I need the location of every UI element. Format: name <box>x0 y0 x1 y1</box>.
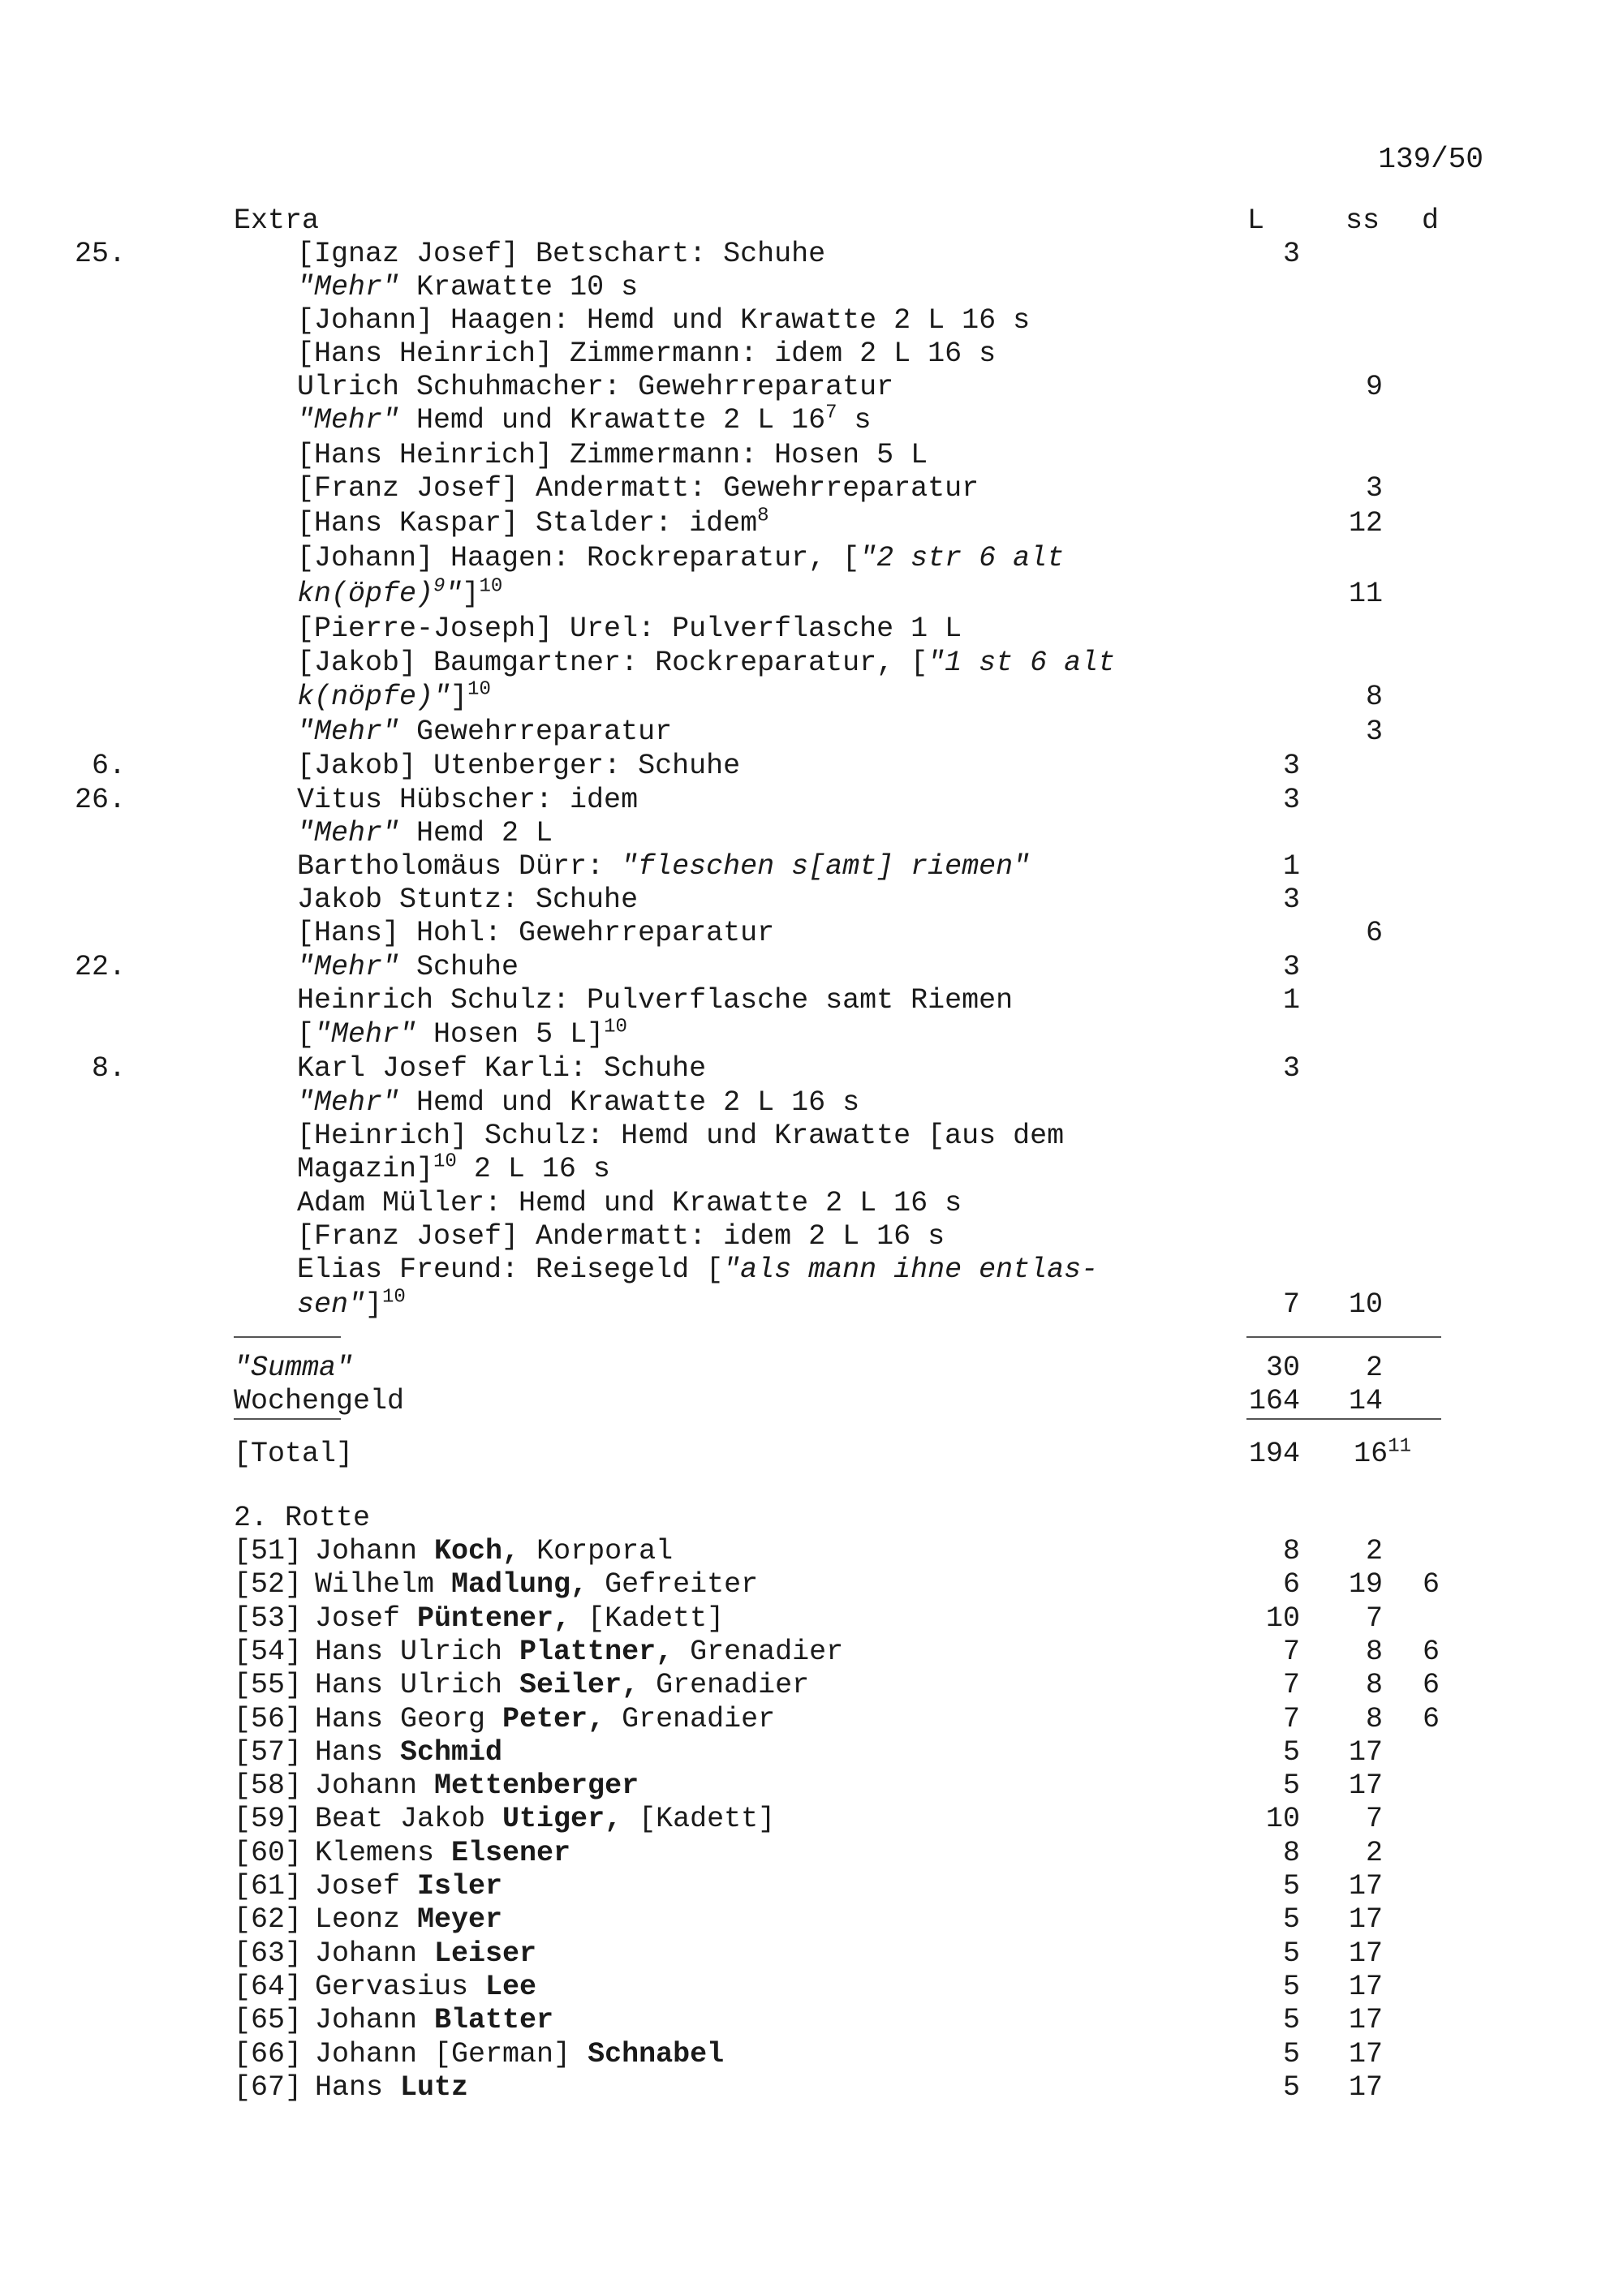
amount-L: 7 <box>1282 1702 1300 1735</box>
extra-entry <box>0 647 1623 680</box>
divider <box>234 1336 341 1338</box>
extra-entry <box>0 1253 1623 1287</box>
member-name <box>315 1803 775 1836</box>
extra-entry <box>0 750 1623 783</box>
entry-text-part: Heinrich Schulz: Pulverflasche samt Riemen <box>297 984 1014 1017</box>
member-surname: Madlung, <box>451 1568 588 1602</box>
member-first-name: Johann <box>315 2004 435 2037</box>
member-name <box>315 1769 639 1803</box>
entry-text-part: Hemd und Krawatte 2 L 16 s <box>399 1086 860 1119</box>
entry-text <box>297 784 638 817</box>
entry-quote: "als mann ihne entlas- <box>723 1253 1099 1286</box>
member-first-name: Hans Ulrich <box>315 1635 520 1668</box>
footnote-ref: 8 <box>757 505 769 527</box>
member-number: [59] <box>234 1803 303 1836</box>
extra-heading: Extra <box>234 204 320 237</box>
amount-L: 5 <box>1282 2037 1300 2070</box>
member-first-name: Josef <box>315 1602 418 1635</box>
entry-quote: "Mehr" <box>297 716 400 748</box>
member-first-name: Josef <box>315 1870 418 1903</box>
member-first-name: Johann <box>315 1535 435 1567</box>
amount-d: 6 <box>1422 1635 1440 1668</box>
extra-entry <box>0 507 1623 540</box>
amount-ss: 17 <box>1348 2037 1383 2070</box>
amount-L: 5 <box>1282 2004 1300 2037</box>
member-first-name: Johann <box>315 1937 435 1970</box>
amount-ss: 17 <box>1348 1735 1383 1769</box>
entry-text-part: ] <box>365 1288 383 1321</box>
extra-entry <box>0 271 1623 304</box>
extra-entry <box>0 472 1623 505</box>
entry-text-part: Hemd und Krawatte 2 L 16 <box>399 404 826 436</box>
entry-text <box>297 817 553 850</box>
entry-quote: " <box>445 578 463 610</box>
amount-d: 6 <box>1422 1702 1440 1735</box>
entry-text-part: [Hans Heinrich] Zimmermann: Hosen 5 L <box>297 439 928 471</box>
entry-text <box>297 575 503 611</box>
divider <box>234 1418 341 1420</box>
footnote-ref: 10 <box>382 1286 406 1309</box>
member-name <box>315 1636 843 1669</box>
entry-text <box>297 371 893 404</box>
member-name <box>315 1535 673 1568</box>
table-row <box>0 1669 1623 1702</box>
member-name <box>315 1903 502 1937</box>
entry-text <box>297 304 1030 338</box>
amount-ss: 2 <box>1365 1535 1383 1567</box>
member-first-name: Hans <box>315 1735 401 1769</box>
entry-quote: "2 str 6 alt <box>859 542 1065 574</box>
entry-text-part: [Johann] Haagen: Rockreparatur, [ <box>297 542 860 574</box>
extra-entry <box>0 984 1623 1017</box>
wochengeld-L: 164 <box>1248 1385 1300 1417</box>
total-ss: $16^{11}$ <box>1354 1435 1411 1470</box>
amount-ss: 8 <box>1365 1702 1383 1735</box>
entry-day: 8. <box>91 1052 126 1085</box>
member-number: [56] <box>234 1702 303 1735</box>
amount-L: 3 <box>1282 750 1300 782</box>
entry-text <box>297 507 769 540</box>
extra-entry <box>0 1288 1623 1322</box>
amount-ss: 6 <box>1365 917 1383 949</box>
table-row <box>0 1636 1623 1669</box>
rotte-heading: 2. Rotte <box>234 1502 371 1534</box>
entry-text-part: Karl Josef Karli: Schuhe <box>297 1052 707 1085</box>
member-surname: Leiser <box>434 1937 537 1970</box>
member-number: [65] <box>234 2004 303 2037</box>
amount-ss: 17 <box>1348 1970 1383 2003</box>
amount-L: 8 <box>1282 1535 1300 1567</box>
entry-text <box>297 472 979 505</box>
member-name <box>315 2004 553 2037</box>
member-first-name: Beat Jakob <box>315 1803 503 1836</box>
member-name <box>315 2071 468 2105</box>
member-number: [51] <box>234 1535 303 1567</box>
extra-entry <box>0 542 1623 575</box>
member-number: [66] <box>234 2037 303 2070</box>
extra-entry <box>0 613 1623 646</box>
table-row <box>0 1837 1623 1870</box>
entry-text-part: Gewehrreparatur <box>399 716 673 748</box>
entry-text-part: [Jakob] Baumgartner: Rockreparatur, [ <box>297 647 928 679</box>
entry-text <box>297 750 740 783</box>
rotte-title <box>0 1502 1623 1535</box>
footnote-ref: 9 <box>433 575 446 598</box>
member-role: Grenadier <box>639 1669 810 1702</box>
entry-text-part: Hemd 2 L <box>399 817 553 849</box>
extra-entry <box>0 951 1623 984</box>
entry-text-part: [ <box>297 1018 315 1051</box>
table-row <box>0 1903 1623 1937</box>
extra-entry <box>0 1052 1623 1086</box>
amount-ss: 19 <box>1348 1568 1383 1602</box>
entry-text <box>297 984 1013 1017</box>
member-number: [61] <box>234 1870 303 1903</box>
entry-text-part: Elias Freund: Reisegeld [ <box>297 1253 724 1286</box>
entry-day: 22. <box>74 951 126 983</box>
entry-text-part: [Ignaz Josef] Betschart: Schuhe <box>297 238 826 270</box>
entry-quote: k(nöpfe)" <box>297 681 451 713</box>
amount-ss: 2 <box>1365 1836 1383 1869</box>
amount-L: 3 <box>1282 784 1300 816</box>
extra-entry <box>0 1220 1623 1253</box>
summa-row <box>0 1352 1623 1385</box>
amount-L: 5 <box>1282 1903 1300 1937</box>
entry-text <box>297 271 638 304</box>
page-number: 139/50 <box>1378 143 1483 176</box>
member-name <box>315 1937 536 1971</box>
extra-entry <box>0 917 1623 950</box>
member-surname: Koch, <box>434 1535 520 1567</box>
amount-ss: 12 <box>1348 507 1383 540</box>
extra-entry <box>0 304 1623 338</box>
amount-ss: 3 <box>1365 472 1383 505</box>
footnote-ref: 10 <box>433 1150 457 1173</box>
entry-text-part: Vitus Hübscher: idem <box>297 784 639 816</box>
entry-text <box>297 647 1115 680</box>
amount-ss: 17 <box>1348 1870 1383 1903</box>
member-first-name: Hans Georg <box>315 1702 503 1735</box>
summa-ss: 2 <box>1365 1352 1383 1384</box>
entry-text <box>297 1220 945 1253</box>
col-header-d: d <box>1422 204 1440 237</box>
extra-entry <box>0 884 1623 917</box>
extra-entry <box>0 404 1623 437</box>
entry-text <box>297 613 962 646</box>
divider <box>1246 1418 1441 1420</box>
member-first-name: Hans Ulrich <box>315 1669 520 1702</box>
member-name <box>315 1971 536 2004</box>
member-number: [53] <box>234 1602 303 1635</box>
footnote-ref: 10 <box>479 575 503 598</box>
entry-day: 26. <box>74 784 126 816</box>
amount-ss: 17 <box>1348 2004 1383 2037</box>
amount-ss: 7 <box>1365 1803 1383 1836</box>
amount-L: 7 <box>1282 1635 1300 1668</box>
wochengeld-ss: 14 <box>1348 1385 1383 1417</box>
amount-L: 5 <box>1282 1735 1300 1769</box>
member-surname: Mettenberger <box>434 1769 639 1803</box>
member-surname: Lutz <box>400 2070 469 2104</box>
extra-entry <box>0 1120 1623 1153</box>
col-header-L: L <box>1247 204 1265 237</box>
amount-L: 8 <box>1282 1836 1300 1869</box>
entry-quote: "Mehr" <box>297 951 400 983</box>
extra-entry <box>0 338 1623 371</box>
member-surname: Püntener, <box>417 1602 571 1635</box>
member-first-name: Johann <box>315 1769 435 1803</box>
amount-ss: 17 <box>1348 2070 1383 2104</box>
entry-text <box>297 439 928 472</box>
member-name <box>315 1736 502 1769</box>
entry-quote: "Mehr" <box>314 1018 417 1051</box>
entry-quote: "Mehr" <box>297 817 400 849</box>
amount-L: 3 <box>1282 951 1300 983</box>
amount-L: 1 <box>1282 850 1300 883</box>
table-row <box>0 1568 1623 1602</box>
extra-entry <box>0 1187 1623 1220</box>
member-surname: Seiler, <box>519 1669 639 1702</box>
amount-d: 6 <box>1422 1568 1440 1602</box>
amount-L: 5 <box>1282 1769 1300 1803</box>
member-surname: Utiger, <box>502 1803 622 1836</box>
entry-text-part: Jakob Stuntz: Schuhe <box>297 884 639 916</box>
table-row <box>0 1937 1623 1971</box>
member-number: [64] <box>234 1970 303 2003</box>
member-number: [54] <box>234 1635 303 1668</box>
amount-ss: 11 <box>1348 578 1383 610</box>
entry-quote: "1 st 6 alt <box>928 647 1116 679</box>
amount-L: 1 <box>1282 984 1300 1017</box>
extra-entry <box>0 850 1623 884</box>
amount-d: 6 <box>1422 1669 1440 1702</box>
member-surname: Plattner, <box>519 1635 674 1668</box>
entry-text-part: [Heinrich] Schulz: Hemd und Krawatte [aus dem <box>297 1120 1065 1152</box>
entry-text <box>297 850 1030 884</box>
amount-L: 3 <box>1282 238 1300 270</box>
entry-quote: "Mehr" <box>297 404 400 436</box>
member-role: Korporal <box>519 1535 674 1567</box>
member-first-name: Hans <box>315 2070 401 2104</box>
entry-text-part: [Hans Kaspar] Stalder: idem <box>297 507 758 540</box>
member-number: [67] <box>234 2070 303 2104</box>
amount-ss: 8 <box>1365 681 1383 713</box>
entry-text <box>297 1150 610 1186</box>
member-role: Grenadier <box>605 1702 776 1735</box>
member-name <box>315 1703 775 1736</box>
amount-ss: 17 <box>1348 1937 1383 1970</box>
table-row <box>0 2004 1623 2037</box>
total-L: 194 <box>1248 1438 1300 1470</box>
table-row <box>0 1769 1623 1803</box>
member-role: [Kadett] <box>570 1602 725 1635</box>
table-row <box>0 1535 1623 1568</box>
entry-text <box>297 1187 962 1220</box>
extra-entry <box>0 1018 1623 1051</box>
entry-text <box>297 884 638 917</box>
entry-text-part: [Franz Josef] Andermatt: Gewehrreparatur <box>297 472 979 505</box>
member-name <box>315 1669 809 1702</box>
entry-text <box>297 1052 706 1086</box>
entry-text-part: Adam Müller: Hemd und Krawatte 2 L 16 s <box>297 1187 962 1219</box>
entry-text <box>297 1253 1098 1287</box>
table-row <box>0 1602 1623 1636</box>
table-header <box>0 204 1623 238</box>
extra-entry <box>0 439 1623 472</box>
entry-text-part: [Jakob] Utenberger: Schuhe <box>297 750 741 782</box>
member-surname: Elsener <box>451 1836 571 1869</box>
member-number: [55] <box>234 1669 303 1702</box>
extra-entry <box>0 716 1623 749</box>
member-surname: Schmid <box>400 1735 503 1769</box>
footnote-ref: 10 <box>604 1016 627 1038</box>
member-surname: Blatter <box>434 2004 554 2037</box>
entry-text <box>297 542 1064 575</box>
entry-text-part: [Hans Heinrich] Zimmermann: idem 2 L 16 s <box>297 338 997 370</box>
entry-text-part: 2 L 16 s <box>456 1153 610 1185</box>
wochengeld-label: Wochengeld <box>234 1385 405 1417</box>
entry-text-part: ] <box>462 578 480 610</box>
entry-text <box>297 1288 406 1322</box>
entry-text-part: [Pierre-Joseph] Urel: Pulverflasche 1 L <box>297 613 962 645</box>
table-row <box>0 2038 1623 2071</box>
amount-L: 5 <box>1282 1870 1300 1903</box>
member-first-name: Gervasius <box>315 1970 486 2003</box>
member-number: [57] <box>234 1735 303 1769</box>
total-row <box>0 1435 1623 1471</box>
extra-entry <box>0 817 1623 850</box>
amount-L: 3 <box>1282 1052 1300 1085</box>
amount-ss: 3 <box>1365 716 1383 748</box>
amount-L: 7 <box>1282 1288 1300 1321</box>
entry-quote: "Mehr" <box>297 1086 400 1119</box>
amount-L: 6 <box>1282 1568 1300 1602</box>
member-first-name: Johann [German] <box>315 2037 588 2070</box>
entry-text-part: Hosen 5 L] <box>416 1018 605 1051</box>
amount-ss: 7 <box>1365 1602 1383 1635</box>
member-first-name: Wilhelm <box>315 1568 452 1602</box>
entry-day: 6. <box>91 750 126 782</box>
member-role: Grenadier <box>673 1635 844 1668</box>
entry-text-part: [Johann] Haagen: Hemd und Krawatte 2 L 16 s <box>297 304 1031 337</box>
member-surname: Peter, <box>502 1702 605 1735</box>
entry-text <box>297 716 672 749</box>
member-number: [60] <box>234 1836 303 1869</box>
entry-text-part: [Hans] Hohl: Gewehrreparatur <box>297 917 775 949</box>
table-row <box>0 1736 1623 1769</box>
member-surname: Meyer <box>417 1903 503 1937</box>
divider <box>1246 1336 1441 1338</box>
entry-quote: "fleschen s[amt] riemen" <box>621 850 1031 883</box>
extra-entry <box>0 238 1623 271</box>
entry-text <box>297 1018 627 1051</box>
entry-text <box>297 404 872 437</box>
member-surname: Schnabel <box>588 2037 725 2070</box>
member-surname: Isler <box>417 1870 503 1903</box>
extra-entry <box>0 1086 1623 1120</box>
entry-text-part: Magazin] <box>297 1153 434 1185</box>
amount-L: 5 <box>1282 2070 1300 2104</box>
member-name <box>315 2038 724 2071</box>
extra-entry <box>0 575 1623 611</box>
amount-ss: 8 <box>1365 1669 1383 1702</box>
amount-L: 7 <box>1282 1669 1300 1702</box>
entry-quote: "Mehr" <box>297 271 400 303</box>
member-number: [62] <box>234 1903 303 1937</box>
footnote-ref: 7 <box>825 402 837 424</box>
member-name <box>315 1568 758 1602</box>
entry-text-part: Bartholomäus Dürr: <box>297 850 622 883</box>
entry-day: 25. <box>74 238 126 270</box>
summa-L: 30 <box>1265 1352 1300 1384</box>
summa-label: "Summa" <box>234 1352 354 1384</box>
entry-text <box>297 678 491 714</box>
amount-L: 3 <box>1282 884 1300 916</box>
member-first-name: Leonz <box>315 1903 418 1937</box>
member-role: [Kadett] <box>622 1803 776 1836</box>
amount-ss: 17 <box>1348 1903 1383 1937</box>
amount-L: 5 <box>1282 1937 1300 1970</box>
amount-L: 5 <box>1282 1970 1300 2003</box>
entry-text-part: ] <box>450 681 468 713</box>
entry-text <box>297 917 774 950</box>
entry-quote: kn(öpfe) <box>297 578 434 610</box>
extra-entry <box>0 784 1623 817</box>
entry-text <box>297 1120 1064 1153</box>
member-role: Gefreiter <box>588 1568 759 1602</box>
footnote-ref: 10 <box>467 678 491 701</box>
member-first-name: Klemens <box>315 1836 452 1869</box>
entry-text-part: Ulrich Schuhmacher: Gewehrreparatur <box>297 371 894 403</box>
extra-entry <box>0 371 1623 404</box>
entry-text <box>297 1086 859 1120</box>
entry-text-part: Schuhe <box>399 951 519 983</box>
entry-quote: sen" <box>297 1288 366 1321</box>
entry-text <box>297 951 519 984</box>
wochengeld-row <box>0 1385 1623 1418</box>
member-name <box>315 1837 570 1870</box>
entry-text-part: [Franz Josef] Andermatt: idem 2 L 16 s <box>297 1220 945 1253</box>
amount-L: 10 <box>1265 1602 1300 1635</box>
table-row <box>0 1803 1623 1836</box>
table-row <box>0 2071 1623 2105</box>
amount-ss: 10 <box>1348 1288 1383 1321</box>
entry-text-part: Krawatte 10 s <box>399 271 639 303</box>
amount-ss: 17 <box>1348 1769 1383 1803</box>
table-row <box>0 1870 1623 1903</box>
entry-text-part: s <box>837 404 872 436</box>
extra-entry <box>0 678 1623 714</box>
member-number: [58] <box>234 1769 303 1803</box>
member-surname: Lee <box>485 1970 537 2003</box>
member-name <box>315 1602 724 1636</box>
amount-L: 10 <box>1265 1803 1300 1836</box>
member-number: [52] <box>234 1568 303 1602</box>
entry-text <box>297 238 825 271</box>
member-name <box>315 1870 502 1903</box>
total-label: [Total] <box>234 1438 354 1470</box>
amount-ss: 8 <box>1365 1635 1383 1668</box>
table-row <box>0 1703 1623 1736</box>
table-row <box>0 1971 1623 2004</box>
col-header-ss: ss <box>1345 204 1380 237</box>
member-number: [63] <box>234 1937 303 1970</box>
extra-entry <box>0 1150 1623 1186</box>
amount-ss: 9 <box>1365 371 1383 403</box>
entry-text <box>297 338 996 371</box>
